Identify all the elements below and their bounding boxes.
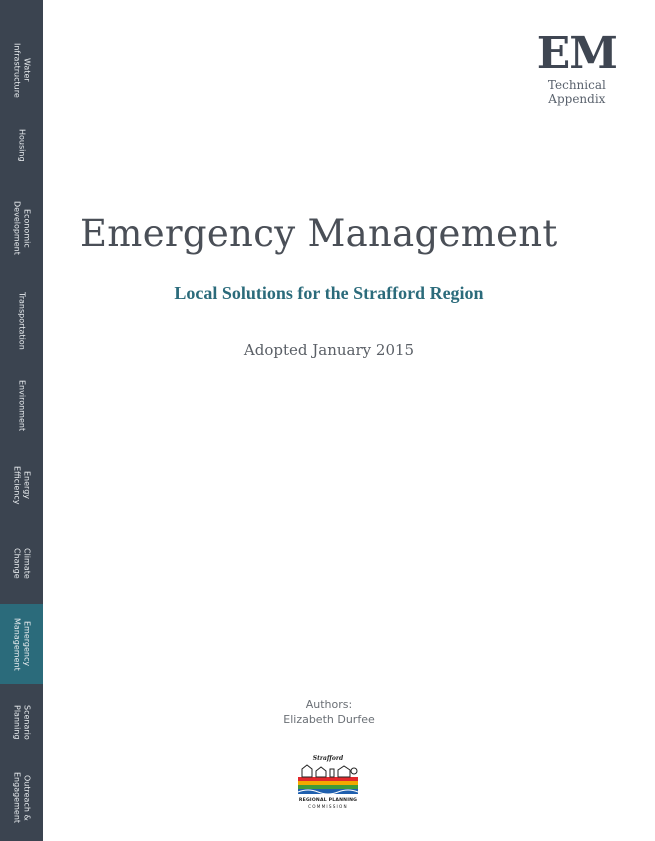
logo-line-1: REGIONAL PLANNING: [298, 798, 358, 803]
tab-label: Environment: [17, 380, 27, 432]
tab-label: Economic Development: [12, 201, 32, 255]
adoption-date: Adopted January 2015: [243, 341, 415, 359]
tab-emergency-management[interactable]: [0, 604, 43, 684]
authors-heading: Authors:: [305, 698, 353, 711]
tab-label: Transportation: [17, 292, 27, 350]
tab-economic-development[interactable]: [0, 188, 43, 268]
tab-label: Outreach & Engagement: [12, 772, 32, 824]
authors-block: [43, 697, 615, 727]
section-sidebar: [0, 0, 43, 841]
page-subtitle: Local Solutions for the Strafford Region: [174, 283, 484, 303]
tab-label: Climate Change: [12, 547, 32, 579]
appendix-badge: [537, 30, 617, 106]
appendix-code: EM: [536, 28, 617, 79]
appendix-line-1: Technical: [547, 78, 606, 92]
tab-environment[interactable]: [0, 370, 43, 442]
tab-transportation[interactable]: [0, 282, 43, 360]
strafford-rpc-logo: [291, 755, 365, 817]
logo-line-2: COMMISSION: [308, 804, 348, 809]
tab-energy-efficiency[interactable]: [0, 455, 43, 515]
tab-scenario-planning[interactable]: [0, 694, 43, 750]
tab-housing[interactable]: [0, 115, 43, 175]
tab-water-infrastructure[interactable]: [0, 30, 43, 110]
author-name: Elizabeth Durfee: [283, 713, 375, 726]
tab-label: Scenario Planning: [12, 704, 32, 740]
logo-emblem-icon: [296, 763, 360, 797]
tab-outreach-engagement[interactable]: [0, 763, 43, 833]
tab-label: Energy Efficiency: [12, 465, 32, 505]
tab-climate-change[interactable]: [0, 537, 43, 589]
tab-label: Housing: [17, 128, 27, 162]
appendix-line-2: Appendix: [548, 92, 606, 106]
page-title: Emergency Management: [80, 212, 558, 255]
logo-wordmark: Strafford: [312, 755, 344, 762]
tab-label: Water Infrastructure: [12, 42, 32, 98]
tab-label: Emergency Management: [12, 617, 32, 671]
